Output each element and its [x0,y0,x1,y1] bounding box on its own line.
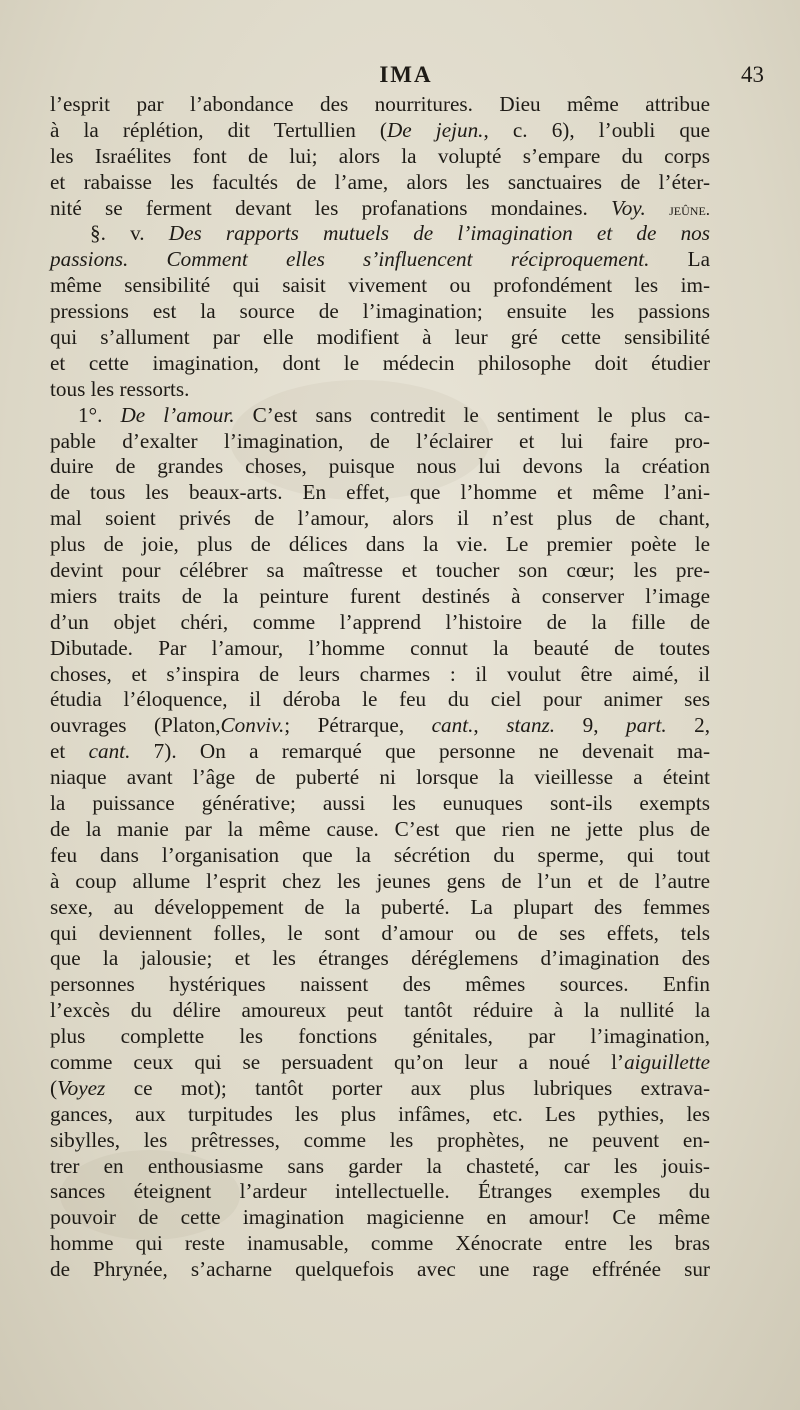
text-line: duire de grandes choses, puisque nous lui devons la création [50,454,710,479]
text-line: de tous les beaux-arts. En effet, que l’homme et même l’ani- [50,480,710,505]
text-line: personnes hystériques naissent des mêmes sources. Enfin [50,972,710,997]
text-line: et cant. 7). On a remarqué que personne ne devenait ma- [50,739,711,764]
page-number: 43 [741,62,764,87]
text-line: devint pour célébrer sa maîtresse et toucher son cœur; les pre- [50,558,710,583]
text-line: plus de joie, plus de délices dans la vie. Le premier poète le [50,532,710,557]
text-line: trer en enthousiasme sans garder la chasteté, car les jouis- [50,1153,710,1178]
text-line: même sensibilité qui saisit vivement ou profondément les im- [50,273,710,298]
text-line: pouvoir de cette imagination magicienne en amour! Ce même [50,1205,710,1230]
text-line: comme ceux qui se persuadent qu’on leur a noué l’aiguillette [50,1049,710,1074]
text-line: choses, et s’inspira de leurs charmes : il voulut être aimé, il [50,661,710,686]
text-line: qui deviennent folles, le sont d’amour ou de ses effets, tels [50,920,710,945]
text-line: (Voyez ce mot); tantôt porter aux plus lubriques extrava- [50,1075,710,1100]
text-line: plus complette les fonctions génitales, par l’imagination, [50,1024,710,1049]
text-line: passions. Comment elles s’influencent réciproquement. La [50,247,710,272]
text-line: ouvrages (Platon,Conviv.; Pétrarque, cant., stanz. 9, part. 2, [50,713,711,738]
text-line: que la jalousie; et les étranges déréglemens d’imagination des [50,946,710,971]
text-line: sibylles, les prêtresses, comme les prophètes, ne peuvent en- [50,1127,710,1152]
page-header [48,62,764,92]
text-line: mal soient privés de l’amour, alors il n’est plus de chant, [50,506,710,531]
text-line: sances éteignent l’ardeur intellectuelle. Étranges exemples du [50,1179,710,1204]
text-line: tous les ressorts. [50,376,190,401]
section-heading: §. v. Des rapports mutuels de l’imagination et de nos [90,221,710,246]
text-line: l’esprit par l’abondance des nourritures. Dieu même attribue [50,92,710,116]
text-line: la puissance générative; aussi les eunuques sont-ils exempts [50,791,710,816]
text-line: feu dans l’organisation que la sécrétion du sperme, qui tout [50,842,710,867]
text-line: homme qui reste inamusable, comme Xénocrate entre les bras [50,1231,710,1256]
text-line: gances, aux turpitudes les plus infâmes, etc. Les pythies, les [50,1101,710,1126]
text-line: miers traits de la peinture furent destinés à conserver l’image [50,583,710,608]
text-line: nité se ferment devant les profanations mondaines. Voy. jeûne. [50,195,711,220]
text-line: niaque avant l’âge de puberté ni lorsque la vieillesse a éteint [50,765,710,790]
running-head: IMA [379,62,433,87]
text-line: de la manie par la même cause. C’est que rien ne jette plus de [50,816,710,841]
text-line: et cette imagination, dont le médecin philosophe doit étudier [50,350,710,375]
text-line: sexe, au développement de la puberté. La plupart des femmes [50,894,710,919]
subsection-heading: 1°. De l’amour. C’est sans contredit le sentiment le plus ca- [78,402,711,427]
text-line: à la réplétion, dit Tertullien (De jejun., c. 6), l’oubli que [50,117,710,142]
text-line: pable d’exalter l’imagination, de l’éclairer et lui faire pro- [50,428,710,453]
text-line: et rabaisse les facultés de l’ame, alors les sanctuaires de l’éter- [50,169,710,194]
text-line: l’excès du délire amoureux peut tantôt réduire à la nullité la [50,998,710,1023]
text-line: pressions est la source de l’imagination; ensuite les passions [50,299,710,324]
text-line: qui s’allument par elle modifient à leur gré cette sensibilité [50,325,710,350]
text-line: d’un objet chéri, comme l’apprend l’histoire de la fille de [50,609,710,634]
text-line: les Israélites font de lui; alors la volupté s’empare du corps [50,143,710,168]
text-line: étudia l’éloquence, il déroba le feu du ciel pour animer ses [50,687,710,712]
text-line: à coup allume l’esprit chez les jeunes gens de l’un et de l’autre [50,868,710,893]
body-text [50,92,710,1283]
text-line: Dibutade. Par l’amour, l’homme connut la beauté de toutes [50,635,710,660]
text-line: de Phrynée, s’acharne quelquefois avec une rage effrénée sur [50,1257,710,1282]
